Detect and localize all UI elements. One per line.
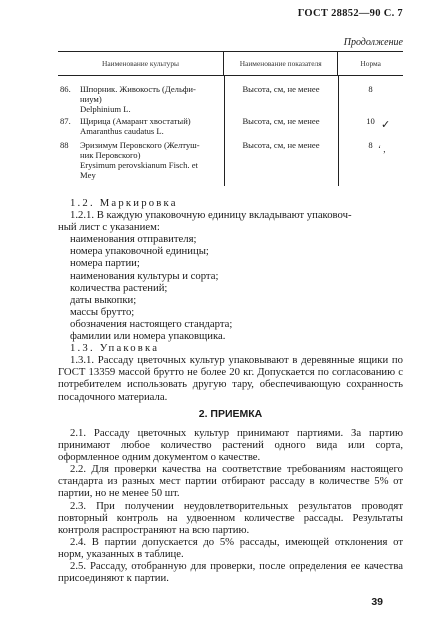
column-divider [224,76,225,186]
table-row [58,76,403,114]
list-item: фамилии или номера упаковщика. [70,330,226,343]
culture-latin: Delphinium L. [80,104,131,114]
list-item: наименования культуры и сорта; [70,269,219,282]
norm-cell [338,114,403,136]
page-number: 39 [371,596,383,608]
list-item: номера партии; [70,257,140,270]
culture-latin: Amaranthus caudatus L. [80,126,164,136]
section-1-text [58,197,403,403]
culture-cell [58,136,224,186]
culture-name-cont: ниум) [80,94,102,104]
list-item: массы брутто; [70,305,135,318]
culture-latin-cont: Mey [80,170,96,180]
culture-cell [58,114,224,136]
table-body [58,76,403,186]
norm-cell [338,76,403,114]
list-item: количества растений; [70,281,168,294]
section-heading: 2. ПРИЕМКА [198,408,263,420]
subsection-heading: 1.3. Упаковка [70,342,160,355]
list-item: обозначения настоящего стандарта; [70,317,233,330]
paragraph: 2.5. Рассаду, отобранную для проверки, после определения ее качества присоединяют к партии. [58,560,403,585]
norms-table [58,51,403,186]
paragraph: 1.2.1. В каждую упаковочную единицу вкладывают упаковоч- [70,209,352,222]
norm-value: 8 [368,84,373,94]
culture-latin: Erysimum perovskianum Fisch. et [80,160,198,170]
culture-name: Щирица (Амарант хвостатый) [80,116,191,126]
column-header-indicator: Наименование показателя [223,52,337,75]
culture-name: Эризимум Перовского (Желтуш- [80,140,200,150]
paragraph: 2.3. При получении неудовлетворительных результатов проводят повторный контроль на удвоенном количестве рассады. Результаты контроля распространяют на всю партию. [58,499,403,536]
norm-value: 10 [366,116,375,126]
handwritten-check-mark: ✓ [381,119,391,131]
subsection-heading: 1.2. Маркировка [70,197,178,209]
handwritten-mark: ʻ , [378,144,386,154]
paragraph: ный лист с указанием: [58,221,160,234]
table-header [58,51,403,76]
list-item: наименования отправителя; [70,233,197,246]
row-number: 88 [60,140,69,150]
list-item: номера упаковочной единицы; [70,245,209,258]
paragraph: 2.4. В партии допускается до 5% рассады, имеющей отклонения от норм, указанных в таблице. [58,535,403,560]
indicator-cell: Высота, см, не менее [242,140,320,150]
paragraph: 2.2. Для проверки качества на соответствие требованиям настоящего стандарта из разных мест партии отбирают рассаду в количестве 5% от партии, но не менее 50 шт. [58,463,403,500]
row-number: 86. [60,84,71,94]
indicator-cell: Высота, см, не менее [242,116,320,126]
continuation-label: Продолжение [343,37,403,48]
column-header-norm: Норма [337,52,403,75]
indicator-cell: Высота, см, не менее [242,84,320,94]
paragraph: 1.3.1. Рассаду цветочных культур упаковывают в деревянные ящики по ГОСТ 13359 массой брутто не более 20 кг. Допускается по согласованию с потребителем использовать другую тару, обеспечивающую сохранность посадочного материала. [58,354,403,403]
norm-value: 8 [368,140,373,150]
section-2-text [58,427,403,584]
row-number: 87. [60,116,71,126]
norm-cell [338,136,403,186]
culture-cell [58,76,224,114]
list-item: даты выкопки; [70,293,137,306]
column-header-culture: Наименование культуры [102,58,180,68]
culture-name-cont: ник Перовского) [80,150,141,160]
table-row [58,136,403,186]
standard-header: ГОСТ 28852—90 С. 7 [297,8,403,19]
paragraph: 2.1. Рассаду цветочных культур принимают партиями. За партию принимают любое количество растений одного вида или сорта, оформленное одним документом о качестве. [58,427,403,464]
table-row [58,114,403,136]
culture-name: Шпорник. Живокость (Дельфи- [80,84,196,94]
